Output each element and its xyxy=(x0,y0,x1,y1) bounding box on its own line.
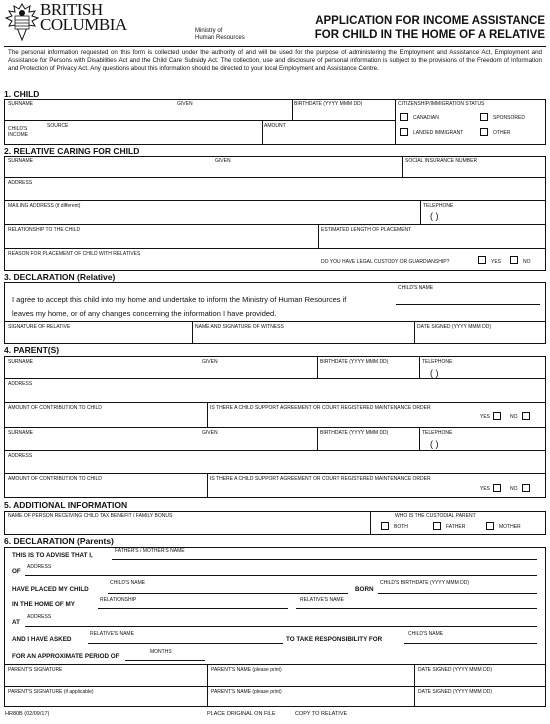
relative-surname-label: SURNAME xyxy=(8,158,34,164)
childs-income-label xyxy=(8,126,28,138)
parent-sig2-label: PARENT'S SIGNATURE (if applicable) xyxy=(8,689,94,695)
childs-birthdate-field[interactable] xyxy=(378,593,537,594)
sponsored-label: SPONSORED xyxy=(493,115,525,121)
s6-date-signed2-label: DATE SIGNED (YYYY MMM DD) xyxy=(418,689,492,695)
p2-address-label: ADDRESS xyxy=(8,453,33,459)
section-2-title: 2. RELATIVE CARING FOR CHILD xyxy=(4,146,140,156)
section-6-box xyxy=(4,547,546,707)
at-text: AT xyxy=(12,619,20,626)
parent-name2-label: PARENT'S NAME (please print) xyxy=(211,689,282,695)
p2-agreement-question: IS THERE A CHILD SUPPORT AGREEMENT OR COURT REGISTERED MAINTENANCE ORDER xyxy=(210,476,431,482)
privacy-notice xyxy=(4,46,546,89)
s6-relatives-name2-field[interactable] xyxy=(88,643,283,644)
logo-line2: COLUMBIA xyxy=(40,15,127,34)
bc-crest-icon xyxy=(4,2,40,42)
fm-name-field[interactable] xyxy=(112,559,537,560)
p2-birthdate-label: BIRTHDATE (YYYY MMM DD) xyxy=(320,430,389,436)
canadian-checkbox[interactable] xyxy=(400,113,408,121)
logo-line1: BRITISH xyxy=(40,0,103,19)
p2-agreement-no-label: NO xyxy=(510,486,518,492)
relative-telephone-area[interactable]: ( ) xyxy=(430,211,439,221)
other-checkbox[interactable] xyxy=(480,128,488,136)
s3-declaration-line1: I agree to accept this child into my home and undertake to inform the Ministry of Human Resources if xyxy=(12,295,347,304)
relationship-label: RELATIONSHIP TO THE CHILD xyxy=(8,227,81,233)
s3-declaration-line2: leaves my home, or of any changes concerning the information I have provided. xyxy=(12,309,277,318)
p2-contribution-label: AMOUNT OF CONTRIBUTION TO CHILD xyxy=(8,476,102,482)
s6-childs-name2-field[interactable] xyxy=(404,643,537,644)
p2-given-label: GIVEN xyxy=(202,430,218,436)
child-surname-label: SURNAME xyxy=(8,101,34,107)
ministry-line2: Human Resources xyxy=(195,35,245,41)
s6-childs-name2-label: CHILD'S NAME xyxy=(408,631,444,637)
section-5-title: 5. ADDITIONAL INFORMATION xyxy=(4,500,128,510)
p2-agreement-no-checkbox[interactable] xyxy=(522,484,530,492)
sin-label: SOCIAL INSURANCE NUMBER xyxy=(405,158,478,164)
custody-question: DO YOU HAVE LEGAL CUSTODY OR GUARDIANSHIP? xyxy=(321,259,450,265)
childs-birthdate-label: CHILD'S BIRTHDATE (YYYY MMM DD) xyxy=(380,580,470,586)
p1-birthdate-label: BIRTHDATE (YYYY MMM DD) xyxy=(320,359,389,365)
s6-relationship-label: RELATIONSHIP xyxy=(100,597,137,603)
receiver-label: NAME OF PERSON RECEIVING CHILD TAX BENEFIT / FAMILY BONUS xyxy=(8,513,173,519)
s6-relationship-field[interactable] xyxy=(98,608,288,609)
custodial-label: WHO IS THE CUSTODIAL PARENT xyxy=(395,513,476,519)
parent-sig-label: PARENT'S SIGNATURE xyxy=(8,667,63,673)
form-number: HR80B (02/09/17) xyxy=(5,711,50,717)
both-checkbox[interactable] xyxy=(381,522,389,530)
father-label: FATHER xyxy=(446,524,466,530)
citizenship-label: CITIZENSHIP/IMMIGRATION STATUS xyxy=(398,101,485,107)
income-amount-label: AMOUNT xyxy=(264,123,286,129)
form-title xyxy=(275,14,545,42)
logo-text xyxy=(40,2,127,32)
s6-relatives-name-field[interactable] xyxy=(296,608,537,609)
custody-no-checkbox[interactable] xyxy=(510,256,518,264)
mother-label: MOTHER xyxy=(499,524,521,530)
s6-relatives-name-label: RELATIVE'S NAME xyxy=(300,597,344,603)
title-line1: APPLICATION FOR INCOME ASSISTANCE xyxy=(315,15,545,27)
s3-childs-name-field[interactable] xyxy=(396,304,540,305)
sig-relative-label: SIGNATURE OF RELATIVE xyxy=(8,324,71,330)
father-checkbox[interactable] xyxy=(433,522,441,530)
p1-telephone-area[interactable]: ( ) xyxy=(430,368,439,378)
s6-childs-name-field[interactable] xyxy=(108,593,348,594)
p1-agreement-question: IS THERE A CHILD SUPPORT AGREEMENT OR COURT REGISTERED MAINTENANCE ORDER xyxy=(210,405,431,411)
s6-at-address-field[interactable] xyxy=(25,626,537,627)
footer-original: PLACE ORIGINAL ON FILE xyxy=(207,711,276,717)
privacy-notice-text: The personal information requested on this form is collected under the authority of and will be used for the purpose of administering the Employment and Assistance Act, Employment and Assistance for Persons with Disabilities Act and the Child Care Subsidy Act. The collection, use and disclosure of personal information is subject to the provisions of the Freedom of Information and Protection of Privacy Act. Any questions about this information should be directed to your local Employment and Assistance Centre. xyxy=(8,49,542,72)
p1-given-label: GIVEN xyxy=(202,359,218,365)
months-field[interactable] xyxy=(125,660,205,661)
mother-checkbox[interactable] xyxy=(486,522,494,530)
section-1-title: 1. CHILD xyxy=(4,89,40,99)
both-label: BOTH xyxy=(394,524,408,530)
s6-address-field[interactable] xyxy=(25,575,537,576)
relative-address-label: ADDRESS xyxy=(8,180,33,186)
other-label: OTHER xyxy=(493,130,511,136)
p2-telephone-area[interactable]: ( ) xyxy=(430,439,439,449)
sponsored-checkbox[interactable] xyxy=(480,113,488,121)
months-label: MONTHS xyxy=(150,649,172,655)
s6-at-address-label: ADDRESS xyxy=(27,614,52,620)
witness-label: NAME AND SIGNATURE OF WITNESS xyxy=(195,324,284,330)
approx-text: FOR AN APPROXIMATE PERIOD OF xyxy=(12,653,120,660)
relative-telephone-label: TELEPHONE xyxy=(423,203,454,209)
landed-immigrant-checkbox[interactable] xyxy=(400,128,408,136)
s6-address-label: ADDRESS xyxy=(27,564,52,570)
p1-telephone-label: TELEPHONE xyxy=(422,359,453,365)
ministry-line1: Ministry of xyxy=(195,28,223,34)
childs-income-line1: CHILD'S xyxy=(8,126,28,132)
p1-agreement-yes-checkbox[interactable] xyxy=(493,412,501,420)
custody-yes-label: YES xyxy=(491,259,502,265)
s3-childs-name-label: CHILD'S NAME xyxy=(398,285,434,291)
p1-address-label: ADDRESS xyxy=(8,381,33,387)
title-line2: FOR CHILD IN THE HOME OF A RELATIVE xyxy=(314,29,545,41)
of-text: OF xyxy=(12,568,21,575)
p2-agreement-yes-label: YES xyxy=(480,486,491,492)
relative-given-label: GIVEN xyxy=(215,158,231,164)
p1-contribution-label: AMOUNT OF CONTRIBUTION TO CHILD xyxy=(8,405,102,411)
section-6-title: 6. DECLARATION (Parents) xyxy=(4,536,114,546)
p2-agreement-yes-checkbox[interactable] xyxy=(493,484,501,492)
section-3-title: 3. DECLARATION (Relative) xyxy=(4,272,116,282)
child-given-label: GIVEN xyxy=(177,101,193,107)
parent-name-label: PARENT'S NAME (please print) xyxy=(211,667,282,673)
section-4-title: 4. PARENT(S) xyxy=(4,345,60,355)
s6-relatives-name2-label: RELATIVE'S NAME xyxy=(90,631,134,637)
asked-text: AND I HAVE ASKED xyxy=(12,636,72,643)
fm-name-label: FATHER'S / MOTHER'S NAME xyxy=(115,548,185,554)
s6-date-signed-label: DATE SIGNED (YYYY MMM DD) xyxy=(418,667,492,673)
s6-childs-name-label: CHILD'S NAME xyxy=(110,580,146,586)
s3-date-signed-label: DATE SIGNED (YYYY MMM DD) xyxy=(417,324,491,330)
footer-copy: COPY TO RELATIVE xyxy=(295,711,348,717)
custody-no-label: NO xyxy=(523,259,531,265)
reason-label: REASON FOR PLACEMENT OF CHILD WITH RELATIVES xyxy=(8,251,141,257)
p2-surname-label: SURNAME xyxy=(8,430,34,436)
p1-agreement-no-label: NO xyxy=(510,414,518,420)
advise-text: THIS IS TO ADVISE THAT I, xyxy=(12,552,93,559)
p2-telephone-label: TELEPHONE xyxy=(422,430,453,436)
born-text: BORN xyxy=(355,586,374,593)
income-source-label: SOURCE xyxy=(47,123,69,129)
custody-yes-checkbox[interactable] xyxy=(478,256,486,264)
p1-surname-label: SURNAME xyxy=(8,359,34,365)
child-birthdate-label: BIRTHDATE (YYYY MMM DD) xyxy=(294,101,363,107)
take-resp-text: TO TAKE RESPONSIBILITY FOR xyxy=(286,636,383,643)
p1-agreement-yes-label: YES xyxy=(480,414,491,420)
placed-text: HAVE PLACED MY CHILD xyxy=(12,586,89,593)
ministry-name xyxy=(195,28,245,42)
canadian-label: CANADIAN xyxy=(413,115,439,121)
p1-agreement-no-checkbox[interactable] xyxy=(522,412,530,420)
mailing-address-label: MAILING ADDRESS (if different) xyxy=(8,203,81,209)
landed-immigrant-label: LANDED IMMIGRANT xyxy=(413,130,464,136)
home-of-text: IN THE HOME OF MY xyxy=(12,601,75,608)
childs-income-line2: INCOME xyxy=(8,132,28,138)
est-length-label: ESTIMATED LENGTH OF PLACEMENT xyxy=(321,227,412,233)
